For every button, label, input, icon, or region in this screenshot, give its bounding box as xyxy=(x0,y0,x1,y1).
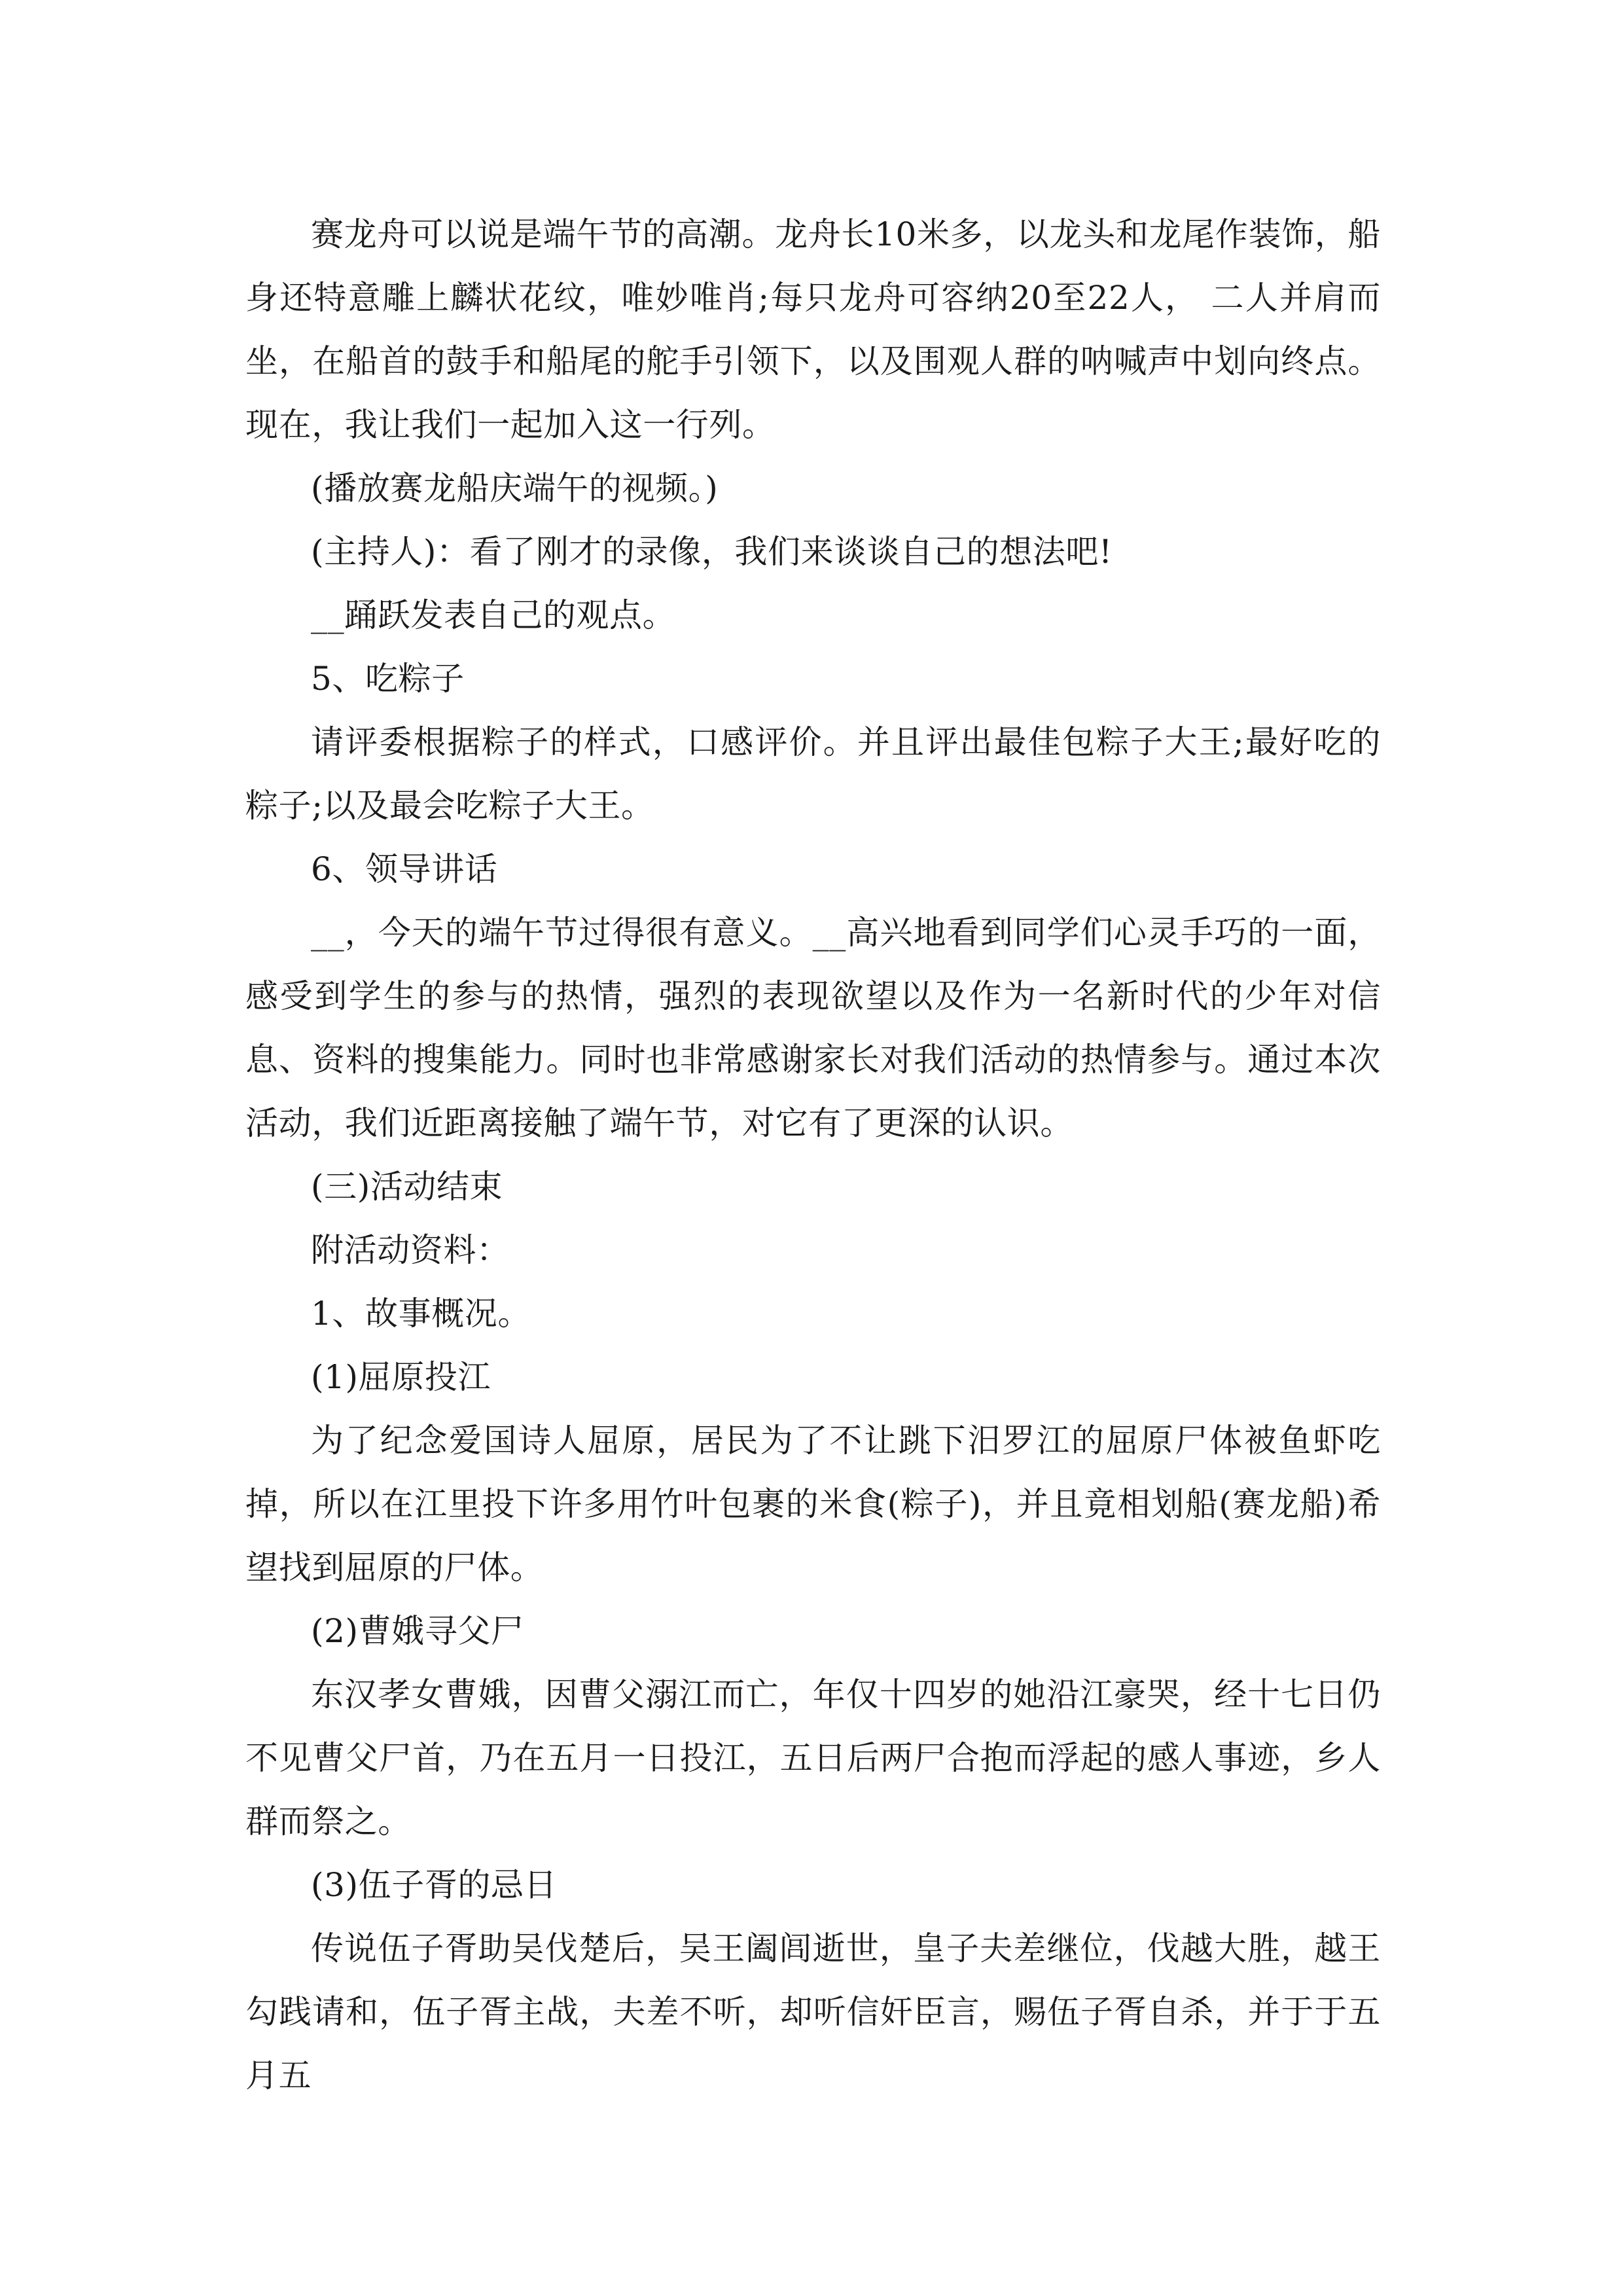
section-heading-leader-speech: 6、领导讲话 xyxy=(311,850,498,888)
subheading-cao-e: (2)曹娥寻父尸 xyxy=(311,1612,524,1650)
section-heading-activity-end: (三)活动结束 xyxy=(311,1168,503,1206)
subheading-wu-zixu: (3)伍子胥的忌日 xyxy=(311,1866,558,1904)
paragraph-dragon-boat-race: 赛龙舟可以说是端午节的高潮。龙舟长10米多，以龙头和龙尾作装饰，船身还特意雕上麟状花纹，唯妙唯肖;每只龙舟可容纳20至22人， 二人并肩而坐，在船首的鼓手和船尾的舵手引领下，以及围观人群的呐喊声中划向终点。现在，我让我们一起加入这一行列。 xyxy=(245,215,1381,444)
paragraph-play-video: (播放赛龙船庆端午的视频。) xyxy=(311,469,719,507)
paragraph-leader-speech: __，今天的端午节过得很有意义。__高兴地看到同学们心灵手巧的一面，感受到学生的参与的热情，强烈的表现欲望以及作为一名新时代的少年对信息、资料的搜集能力。同时也非常感谢家长对我们活动的热情参与。通过本次活动，我们近距离接触了端午节，对它有了更深的认识。 xyxy=(245,914,1381,1142)
paragraph-wu-zixu: 传说伍子胥助吴伐楚后，吴王阖闾逝世，皇子夫差继位，伐越大胜，越王勾践请和，伍子胥主战，夫差不听，却听信奸臣言，赐伍子胥自杀，并于于五月五 xyxy=(245,1929,1381,2094)
paragraph-qu-yuan: 为了纪念爱国诗人屈原，居民为了不让跳下汨罗江的屈原尸体被鱼虾吃掉，所以在江里投下许多用竹叶包裹的米食(粽子)，并且竟相划船(赛龙船)希望找到屈原的尸体。 xyxy=(245,1422,1381,1587)
section-heading-appendix: 附活动资料： xyxy=(311,1231,510,1269)
section-heading-eat-zongzi: 5、吃粽子 xyxy=(311,660,465,698)
section-heading-story-overview: 1、故事概况。 xyxy=(311,1295,531,1333)
paragraph-cao-e: 东汉孝女曹娥，因曹父溺江而亡，年仅十四岁的她沿江豪哭，经十七日仍不见曹父尸首，乃在五月一日投江，五日后两尸合抱而浮起的感人事迹，乡人群而祭之。 xyxy=(245,1676,1381,1840)
paragraph-share-views: __踊跃发表自己的观点。 xyxy=(311,596,676,634)
paragraph-host-prompt: (主持人)：看了刚才的录像，我们来谈谈自己的想法吧! xyxy=(311,533,1113,571)
document-body xyxy=(245,203,1381,2108)
paragraph-judging: 请评委根据粽子的样式，口感评价。并且评出最佳包粽子大王;最好吃的粽子;以及最会吃粽子大王。 xyxy=(245,723,1381,825)
subheading-qu-yuan: (1)屈原投江 xyxy=(311,1358,491,1396)
